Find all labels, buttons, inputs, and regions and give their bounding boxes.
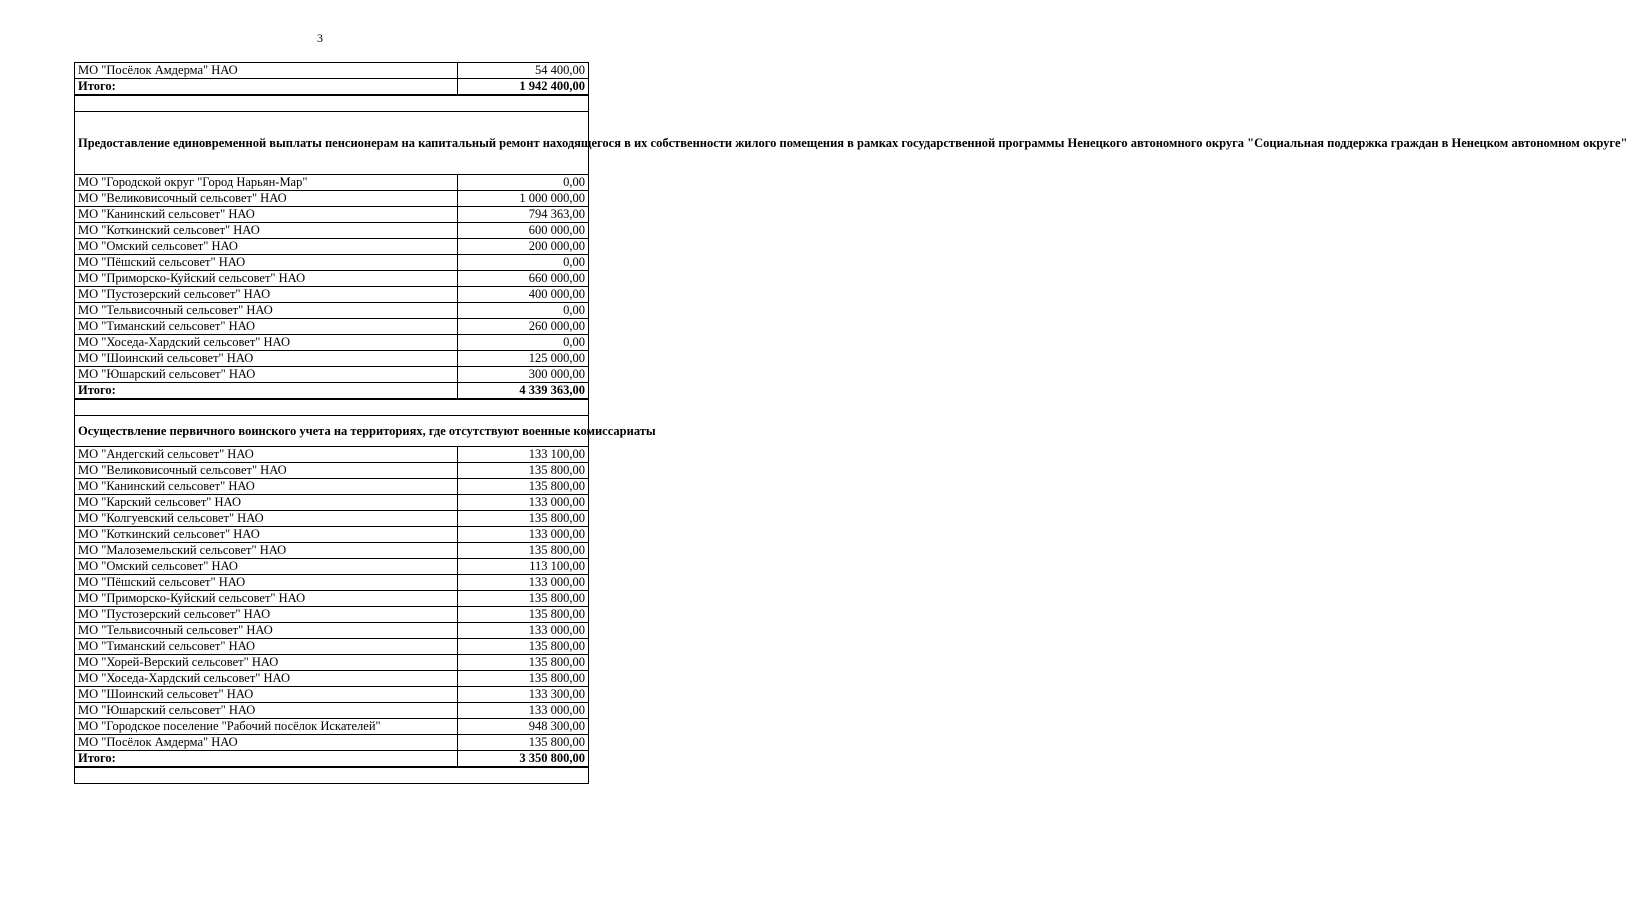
table-row <box>75 335 589 351</box>
municipality-name: МО "Хорей-Верский сельсовет" НАО <box>75 655 458 671</box>
table-row <box>75 351 589 367</box>
table-row <box>75 719 589 735</box>
table-row <box>75 559 589 575</box>
municipality-name: МО "Посёлок Амдерма" НАО <box>75 735 458 751</box>
table-row <box>75 607 589 623</box>
amount-value: 0,00 <box>458 303 589 319</box>
municipality-name: МО "Шоинский сельсовет" НАО <box>75 351 458 367</box>
amount-value: 260 000,00 <box>458 319 589 335</box>
page-number: 3 <box>317 31 323 45</box>
amount-value: 135 800,00 <box>458 671 589 687</box>
total-value: 1 942 400,00 <box>458 79 589 96</box>
amount-value: 135 800,00 <box>458 543 589 559</box>
total-value: 3 350 800,00 <box>458 751 589 768</box>
municipality-name: МО "Шоинский сельсовет" НАО <box>75 687 458 703</box>
municipality-name: МО "Пёшский сельсовет" НАО <box>75 255 458 271</box>
amount-value: 200 000,00 <box>458 239 589 255</box>
municipality-name: МО "Великовисочный сельсовет" НАО <box>75 191 458 207</box>
municipality-name: МО "Тельвисочный сельсовет" НАО <box>75 623 458 639</box>
total-label: Итого: <box>75 751 458 768</box>
table-row <box>75 63 589 79</box>
section-spacer <box>75 399 589 416</box>
table-end-spacer <box>75 767 589 784</box>
amount-value: 135 800,00 <box>458 607 589 623</box>
municipality-name: МО "Пустозерский сельсовет" НАО <box>75 607 458 623</box>
table-row <box>75 223 589 239</box>
section-spacer <box>75 95 589 112</box>
amount-value: 600 000,00 <box>458 223 589 239</box>
amount-value: 133 300,00 <box>458 687 589 703</box>
municipality-name: МО "Тиманский сельсовет" НАО <box>75 319 458 335</box>
amount-value: 0,00 <box>458 255 589 271</box>
amount-value: 948 300,00 <box>458 719 589 735</box>
amount-value: 125 000,00 <box>458 351 589 367</box>
total-row <box>75 751 589 768</box>
municipality-name: МО "Великовисочный сельсовет" НАО <box>75 463 458 479</box>
amount-value: 54 400,00 <box>458 63 589 79</box>
municipality-name: МО "Пустозерский сельсовет" НАО <box>75 287 458 303</box>
total-row <box>75 79 589 96</box>
section-title: Предоставление единовременной выплаты пенсионерам на капитальный ремонт находящегося в их собственности жилого помещения в рамках государственной программы Ненецкого автономного округа "Социальная поддержка граждан в Ненецком автономном округе" <box>75 112 589 175</box>
amount-value: 0,00 <box>458 335 589 351</box>
municipality-name: МО "Хоседа-Хардский сельсовет" НАО <box>75 335 458 351</box>
amount-value: 133 000,00 <box>458 703 589 719</box>
amount-value: 133 000,00 <box>458 575 589 591</box>
table-row <box>75 367 589 383</box>
table-row <box>75 207 589 223</box>
table-row <box>75 495 589 511</box>
municipality-name: МО "Юшарский сельсовет" НАО <box>75 703 458 719</box>
spacer-cell <box>75 767 589 784</box>
table-row <box>75 623 589 639</box>
municipality-name: МО "Тельвисочный сельсовет" НАО <box>75 303 458 319</box>
municipality-name: МО "Пёшский сельсовет" НАО <box>75 575 458 591</box>
municipality-name: МО "Юшарский сельсовет" НАО <box>75 367 458 383</box>
total-label: Итого: <box>75 79 458 96</box>
amount-value: 133 100,00 <box>458 447 589 463</box>
amount-value: 135 800,00 <box>458 511 589 527</box>
municipality-name: МО "Андегский сельсовет" НАО <box>75 447 458 463</box>
municipality-name: МО "Малоземельский сельсовет" НАО <box>75 543 458 559</box>
municipality-name: МО "Тиманский сельсовет" НАО <box>75 639 458 655</box>
amount-value: 135 800,00 <box>458 479 589 495</box>
total-value: 4 339 363,00 <box>458 383 589 400</box>
table-row <box>75 287 589 303</box>
table-row <box>75 239 589 255</box>
municipality-name: МО "Коткинский сельсовет" НАО <box>75 223 458 239</box>
municipality-name: МО "Омский сельсовет" НАО <box>75 239 458 255</box>
municipality-name: МО "Хоседа-Хардский сельсовет" НАО <box>75 671 458 687</box>
table-row <box>75 543 589 559</box>
amount-value: 133 000,00 <box>458 527 589 543</box>
municipality-name: МО "Карский сельсовет" НАО <box>75 495 458 511</box>
table-row <box>75 303 589 319</box>
amount-value: 135 800,00 <box>458 655 589 671</box>
table-row <box>75 639 589 655</box>
amount-value: 794 363,00 <box>458 207 589 223</box>
amount-value: 135 800,00 <box>458 591 589 607</box>
table-row <box>75 479 589 495</box>
municipality-name: МО "Коткинский сельсовет" НАО <box>75 527 458 543</box>
amount-value: 135 800,00 <box>458 639 589 655</box>
table-row <box>75 271 589 287</box>
table-row <box>75 655 589 671</box>
table-row <box>75 735 589 751</box>
amount-value: 1 000 000,00 <box>458 191 589 207</box>
municipality-name: МО "Посёлок Амдерма" НАО <box>75 63 458 79</box>
municipality-name: МО "Городской округ "Город Нарьян-Мар" <box>75 175 458 191</box>
municipality-name: МО "Колгуевский сельсовет" НАО <box>75 511 458 527</box>
municipality-name: МО "Приморско-Куйский сельсовет" НАО <box>75 271 458 287</box>
amount-value: 113 100,00 <box>458 559 589 575</box>
table-row <box>75 511 589 527</box>
amount-value: 400 000,00 <box>458 287 589 303</box>
table-row <box>75 447 589 463</box>
total-row <box>75 383 589 400</box>
municipality-name: МО "Приморско-Куйский сельсовет" НАО <box>75 591 458 607</box>
amount-value: 135 800,00 <box>458 735 589 751</box>
section-title: Осуществление первичного воинского учета на территориях, где отсутствуют военные комиссариаты <box>75 416 589 447</box>
table-row <box>75 671 589 687</box>
spacer-cell <box>75 399 589 416</box>
table-row <box>75 255 589 271</box>
table-row <box>75 191 589 207</box>
municipality-name: МО "Городское поселение "Рабочий посёлок Искателей" <box>75 719 458 735</box>
budget-table <box>74 62 1627 784</box>
table-row <box>75 175 589 191</box>
amount-value: 300 000,00 <box>458 367 589 383</box>
total-label: Итого: <box>75 383 458 400</box>
amount-value: 0,00 <box>458 175 589 191</box>
table-row <box>75 463 589 479</box>
table-row <box>75 527 589 543</box>
table-row <box>75 575 589 591</box>
table-row <box>75 687 589 703</box>
amount-value: 133 000,00 <box>458 495 589 511</box>
amount-value: 133 000,00 <box>458 623 589 639</box>
municipality-name: МО "Канинский сельсовет" НАО <box>75 479 458 495</box>
section-heading-row <box>75 416 589 447</box>
municipality-name: МО "Омский сельсовет" НАО <box>75 559 458 575</box>
spacer-cell <box>75 95 589 112</box>
section-heading-row <box>75 112 589 175</box>
table-row <box>75 591 589 607</box>
table-row <box>75 703 589 719</box>
municipality-name: МО "Канинский сельсовет" НАО <box>75 207 458 223</box>
table-row <box>75 319 589 335</box>
amount-value: 135 800,00 <box>458 463 589 479</box>
amount-value: 660 000,00 <box>458 271 589 287</box>
